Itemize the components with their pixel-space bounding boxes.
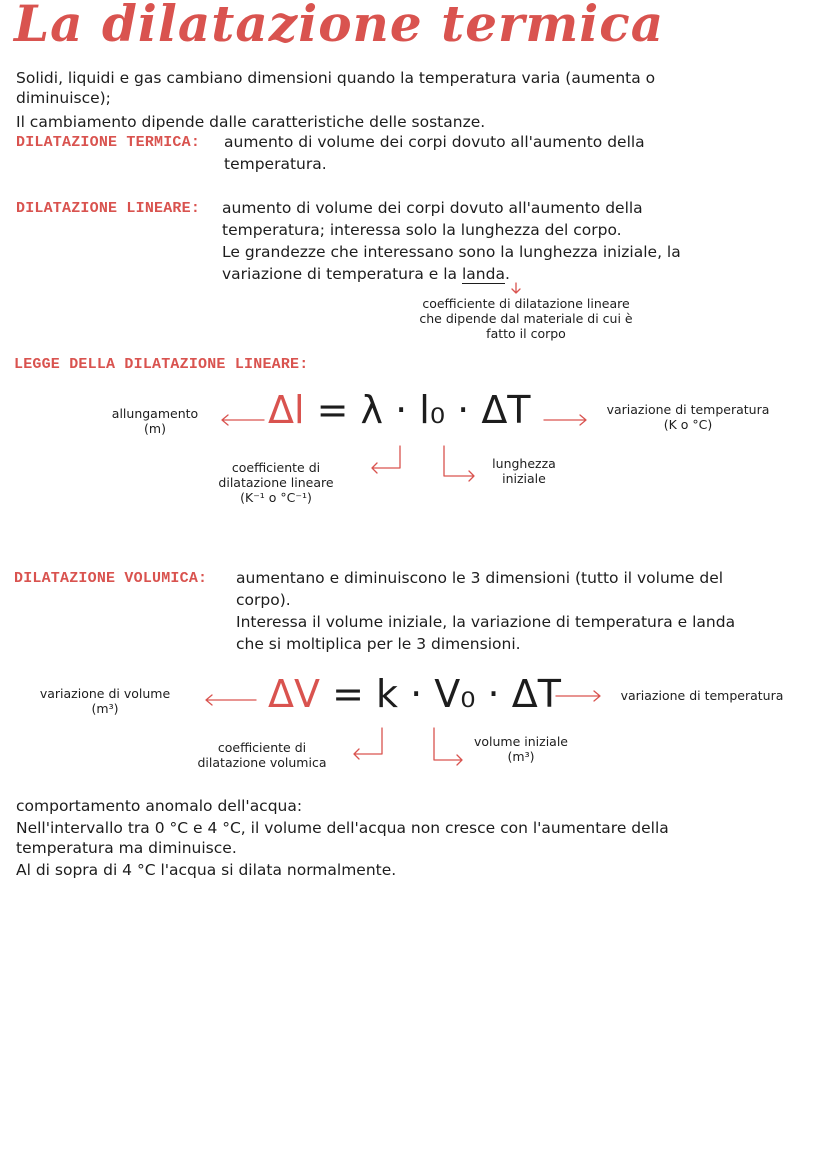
lineare-line-4-post: . bbox=[504, 265, 510, 283]
termica-label: DILATAZIONE TERMICA: bbox=[16, 134, 201, 151]
var-vol-unit: (m³) bbox=[91, 701, 119, 716]
vol-var-temp-label: variazione di temperatura bbox=[620, 688, 784, 703]
lineare-note-1: coefficiente di dilatazione lineare bbox=[422, 296, 630, 311]
vol-var-temp-arrow-icon bbox=[556, 691, 600, 701]
volumica-line-1: aumentano e diminuiscono le 3 dimensioni (tutto il volume del bbox=[236, 569, 724, 587]
var-vol-text: variazione di volume bbox=[39, 686, 171, 701]
linear-lung-1: lunghezza bbox=[492, 456, 556, 471]
linear-coeff-arrow-icon bbox=[372, 446, 400, 473]
linear-var-temp-text: variazione di temperatura bbox=[606, 402, 770, 417]
lineare-label: DILATAZIONE LINEARE: bbox=[16, 200, 201, 217]
allungamento-arrow-icon bbox=[222, 415, 264, 425]
acqua-line-3: temperatura ma diminuisce. bbox=[16, 839, 237, 857]
linear-coeff-1: coefficiente di bbox=[231, 460, 321, 475]
linear-var-temp-arrow-icon bbox=[544, 415, 586, 425]
termica-line-2: temperatura. bbox=[224, 155, 327, 173]
allungamento-text: allungamento bbox=[111, 406, 199, 421]
vol-coeff-arrow-icon bbox=[354, 728, 382, 759]
linear-formula-rest: = λ · l₀ · ΔT bbox=[304, 388, 531, 432]
page-title: La dilatazione termica bbox=[14, 0, 665, 53]
volume-formula-rest: = k · V₀ · ΔT bbox=[320, 672, 561, 716]
lineare-note-2: che dipende dal materiale di cui è bbox=[419, 311, 633, 326]
volumica-line-2: corpo). bbox=[236, 591, 291, 609]
volume-formula-delta: ΔV bbox=[268, 672, 320, 716]
lineare-line-3: Le grandezze che interessano sono la lunghezza iniziale, la bbox=[222, 243, 681, 261]
var-vol-arrow-icon bbox=[206, 695, 256, 705]
vol-iniziale-unit: (m³) bbox=[507, 749, 535, 764]
vol-iniziale-text: volume iniziale bbox=[473, 734, 568, 749]
lineare-note-3: fatto il corpo bbox=[486, 326, 566, 341]
acqua-line-2: Nell'intervallo tra 0 °C e 4 °C, il volume dell'acqua non cresce con l'aumentare della bbox=[16, 819, 669, 837]
linear-var-temp-unit: (K o °C) bbox=[663, 417, 713, 432]
intro-line-2: diminuisce); bbox=[16, 89, 111, 107]
lineare-line-1: aumento di volume dei corpi dovuto all'aumento della bbox=[222, 199, 643, 217]
termica-line-1: aumento di volume dei corpi dovuto all'aumento della bbox=[224, 133, 645, 151]
linear-coeff-unit: (K⁻¹ o °C⁻¹) bbox=[240, 490, 312, 505]
lineare-landa-word: landa bbox=[462, 265, 505, 283]
volumica-line-3: Interessa il volume iniziale, la variazione di temperatura e landa bbox=[236, 613, 736, 631]
vol-iniziale-arrow-icon bbox=[434, 728, 462, 765]
acqua-line-4: Al di sopra di 4 °C l'acqua si dilata normalmente. bbox=[16, 861, 397, 879]
vol-coeff-1: coefficiente di bbox=[217, 740, 307, 755]
linear-lung-arrow-icon bbox=[444, 446, 474, 481]
landa-arrow-icon bbox=[512, 283, 520, 293]
lineare-line-2: temperatura; interessa solo la lunghezza del corpo. bbox=[222, 221, 622, 239]
lineare-line-4-pre: variazione di temperatura e la bbox=[222, 265, 458, 283]
volumica-label: DILATAZIONE VOLUMICA: bbox=[14, 570, 208, 587]
intro-line-1: Solidi, liquidi e gas cambiano dimensioni quando la temperatura varia (aumenta o bbox=[16, 69, 656, 87]
legge-label: LEGGE DELLA DILATAZIONE LINEARE: bbox=[14, 356, 309, 373]
linear-coeff-2: dilatazione lineare bbox=[218, 475, 334, 490]
linear-formula-delta: Δl bbox=[268, 388, 305, 432]
acqua-line-1: comportamento anomalo dell'acqua: bbox=[16, 797, 303, 815]
linear-lung-2: iniziale bbox=[502, 471, 546, 486]
intro-line-3: Il cambiamento dipende dalle caratteristiche delle sostanze. bbox=[16, 113, 486, 131]
allungamento-unit: (m) bbox=[144, 421, 166, 436]
volumica-line-4: che si moltiplica per le 3 dimensioni. bbox=[236, 635, 521, 653]
vol-coeff-2: dilatazione volumica bbox=[197, 755, 327, 770]
